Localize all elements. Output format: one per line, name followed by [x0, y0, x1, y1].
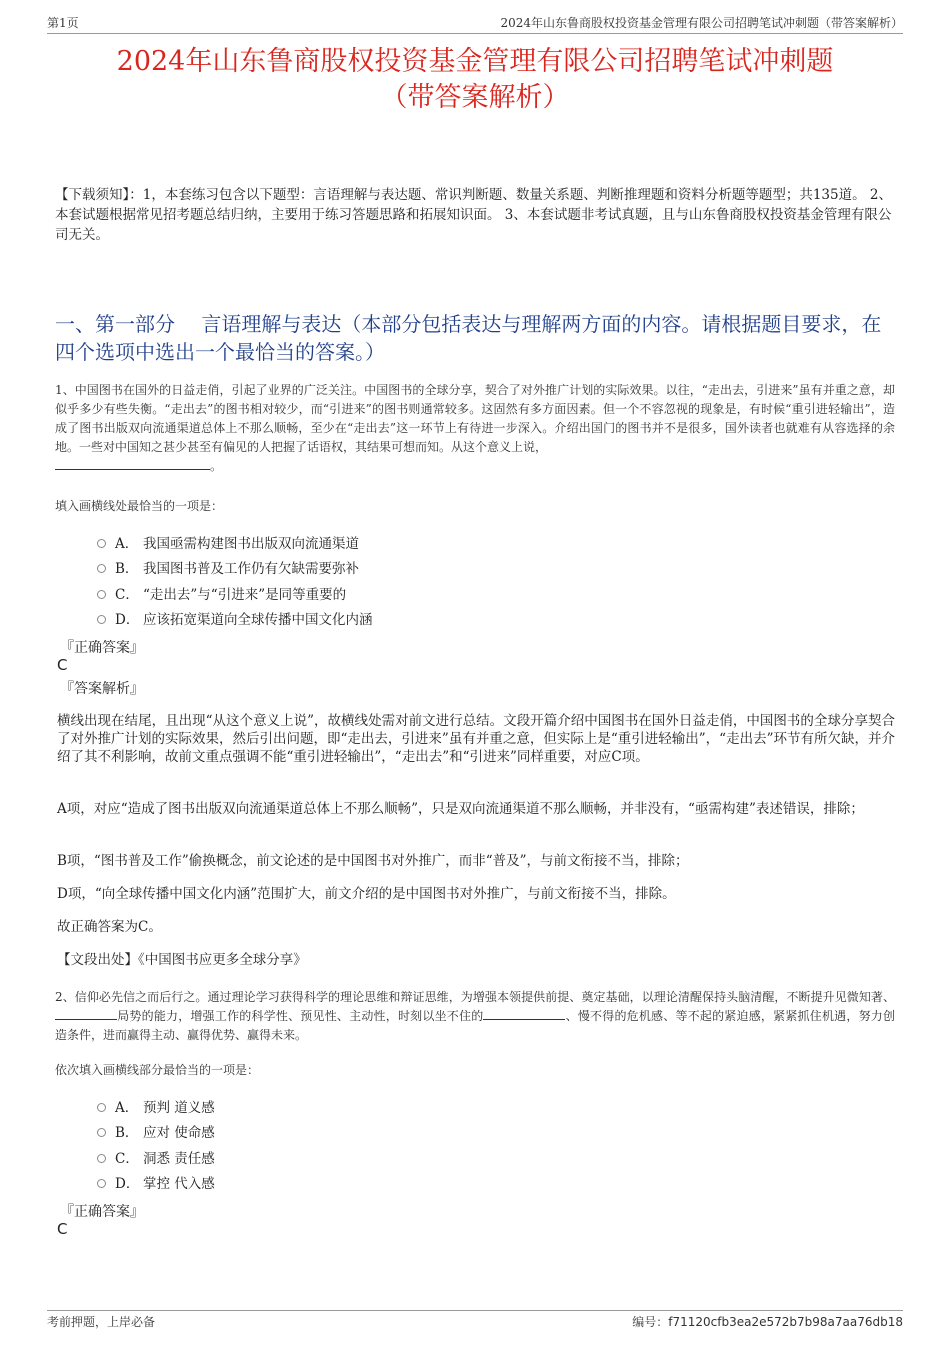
question-1-options — [97, 529, 373, 631]
correct-answer-label: 『正确答案』 — [60, 1204, 144, 1220]
option-b[interactable]: B． 应对 使命感 — [97, 1119, 215, 1145]
footer-slogan: 考前押题，上岸必备 — [47, 1315, 156, 1329]
document-title — [40, 44, 910, 116]
footer-code: 编号：f71120cfb3ea2e572b7b98a7aa76db18 — [632, 1315, 903, 1329]
analysis-paragraph: D项，“向全球传播中国文化内涵”范围扩大，前文介绍的是中国图书对外推广，与前文衔接不当，排除。 — [57, 886, 676, 902]
analysis-paragraph: B项，“图书普及工作”偷换概念，前文论述的是中国图书对外推广，而非“普及”，与前文衔接不当，排除； — [57, 853, 689, 869]
option-a[interactable]: A． 预判 道义感 — [97, 1093, 215, 1119]
question-1-end: 。 — [210, 459, 223, 473]
page-header — [47, 12, 903, 34]
radio-icon[interactable] — [97, 539, 106, 548]
answer-blank — [55, 1007, 117, 1020]
question-2-text: 2、信仰必先信之而后行之。通过理论学习获得科学的理论思维和辩证思维，为增强本领提供前提、奠定基础，以理论清醒保持头脑清醒，不断提升见微知著、局势的能力，增强工作的科学性、预见性、主动性，时刻以坐不住的 、慢不得的危机感、等不起的紧迫感，紧紧抓住机遇，努力创造条件，进而赢得主动、赢得优势、赢得未来。 — [55, 990, 895, 1042]
radio-icon[interactable] — [97, 1103, 106, 1112]
title-line-1: 2024年山东鲁商股权投资基金管理有限公司招聘笔试冲刺题 — [116, 46, 834, 77]
header-doc-title: 2024年山东鲁商股权投资基金管理有限公司招聘笔试冲刺题（带答案解析） — [500, 16, 903, 30]
analysis-paragraph: 横线出现在结尾，且出现“从这个意义上说”，故横线处需对前文进行总结。文段开篇介绍中国图书在国外日益走俏，中国图书的全球分享契合了对外推广计划的实际效果，然后引出问题，即“走出去，引进来”虽有并重之意，但实际上是“重引进轻输出”，“走出去”环节有所欠缺，并介绍了其不利影响，故前文重点强调不能“重引进轻输出”，“走出去”和“引进来”同样重要，对应C项。 — [57, 713, 895, 765]
correct-answer: C — [57, 1220, 68, 1238]
download-notice: 【下载须知】：1，本套练习包含以下题型：言语理解与表达题、常识判断题、数量关系题、判断推理题和资料分析题等题型；共135道。 2、本套试题根据常见招考题总结归纳，主要用于练习答题思路和拓展知识面。 3、本套试题非考试真题，且与山东鲁商股权投资基金管理有限公司无关。 — [55, 187, 892, 243]
title-line-2: （带答案解析） — [380, 82, 570, 113]
option-c[interactable]: C． “走出去”与“引进来”是同等重要的 — [97, 580, 373, 606]
question-1-text — [55, 381, 895, 476]
option-d[interactable]: D． 掌控 代入感 — [97, 1170, 215, 1196]
question-1-body: 1、中国图书在国外的日益走俏，引起了业界的广泛关注。中国图书的全球分享，契合了对外推广计划的实际效果。以往，“走出去，引进来”虽有并重之意，却似乎多少有些失衡。“走出去”的图书相对较少，而“引进来”的图书则通常较多。这固然有多方面因素。但一个不容忽视的现象是，有时候“重引进轻输出”，造成了图书出版双向流通渠道总体上不那么顺畅，至少在“走出去”这一环节上有待进一步深入。介绍出国门的图书并不是很多，国外读者也就难有从容选择的余地。一些对中国知之甚少甚至有偏见的人把握了话语权，其结果可想而知。从这个意义上说， — [55, 383, 895, 454]
option-c[interactable]: C． 洞悉 责任感 — [97, 1144, 215, 1170]
question-2-prompt: 依次填入画横线部分最恰当的一项是： — [55, 1063, 260, 1077]
answer-blank — [483, 1007, 565, 1020]
analysis-paragraph: A项，对应“造成了图书出版双向流通渠道总体上不那么顺畅”，只是双向流通渠道不那么顺畅，并非没有，“亟需构建”表述错误，排除； — [57, 801, 864, 817]
correct-answer: C — [57, 656, 68, 674]
question-1-prompt: 填入画横线处最恰当的一项是： — [55, 499, 224, 513]
radio-icon[interactable] — [97, 590, 106, 599]
correct-answer-label: 『正确答案』 — [60, 640, 144, 656]
page-number: 第1页 — [47, 16, 79, 30]
option-a[interactable]: A． 我国亟需构建图书出版双向流通渠道 — [97, 529, 373, 555]
radio-icon[interactable] — [97, 1154, 106, 1163]
analysis-label: 『答案解析』 — [60, 681, 144, 697]
source-citation: 【文段出处】《中国图书应更多全球分享》 — [57, 952, 307, 968]
question-2-options — [97, 1093, 215, 1195]
radio-icon[interactable] — [97, 1179, 106, 1188]
page-footer — [47, 1310, 903, 1332]
analysis-conclusion: 故正确答案为C。 — [57, 919, 162, 935]
radio-icon[interactable] — [97, 615, 106, 624]
radio-icon[interactable] — [97, 1128, 106, 1137]
option-b[interactable]: B． 我国图书普及工作仍有欠缺需要弥补 — [97, 555, 373, 581]
answer-blank — [55, 457, 210, 470]
radio-icon[interactable] — [97, 564, 106, 573]
section-heading: 一、第一部分 言语理解与表达（本部分包括表达与理解两方面的内容。请根据题目要求，在四个选项中选出一个最恰当的答案。） — [55, 312, 882, 364]
option-d[interactable]: D． 应该拓宽渠道向全球传播中国文化内涵 — [97, 606, 373, 632]
